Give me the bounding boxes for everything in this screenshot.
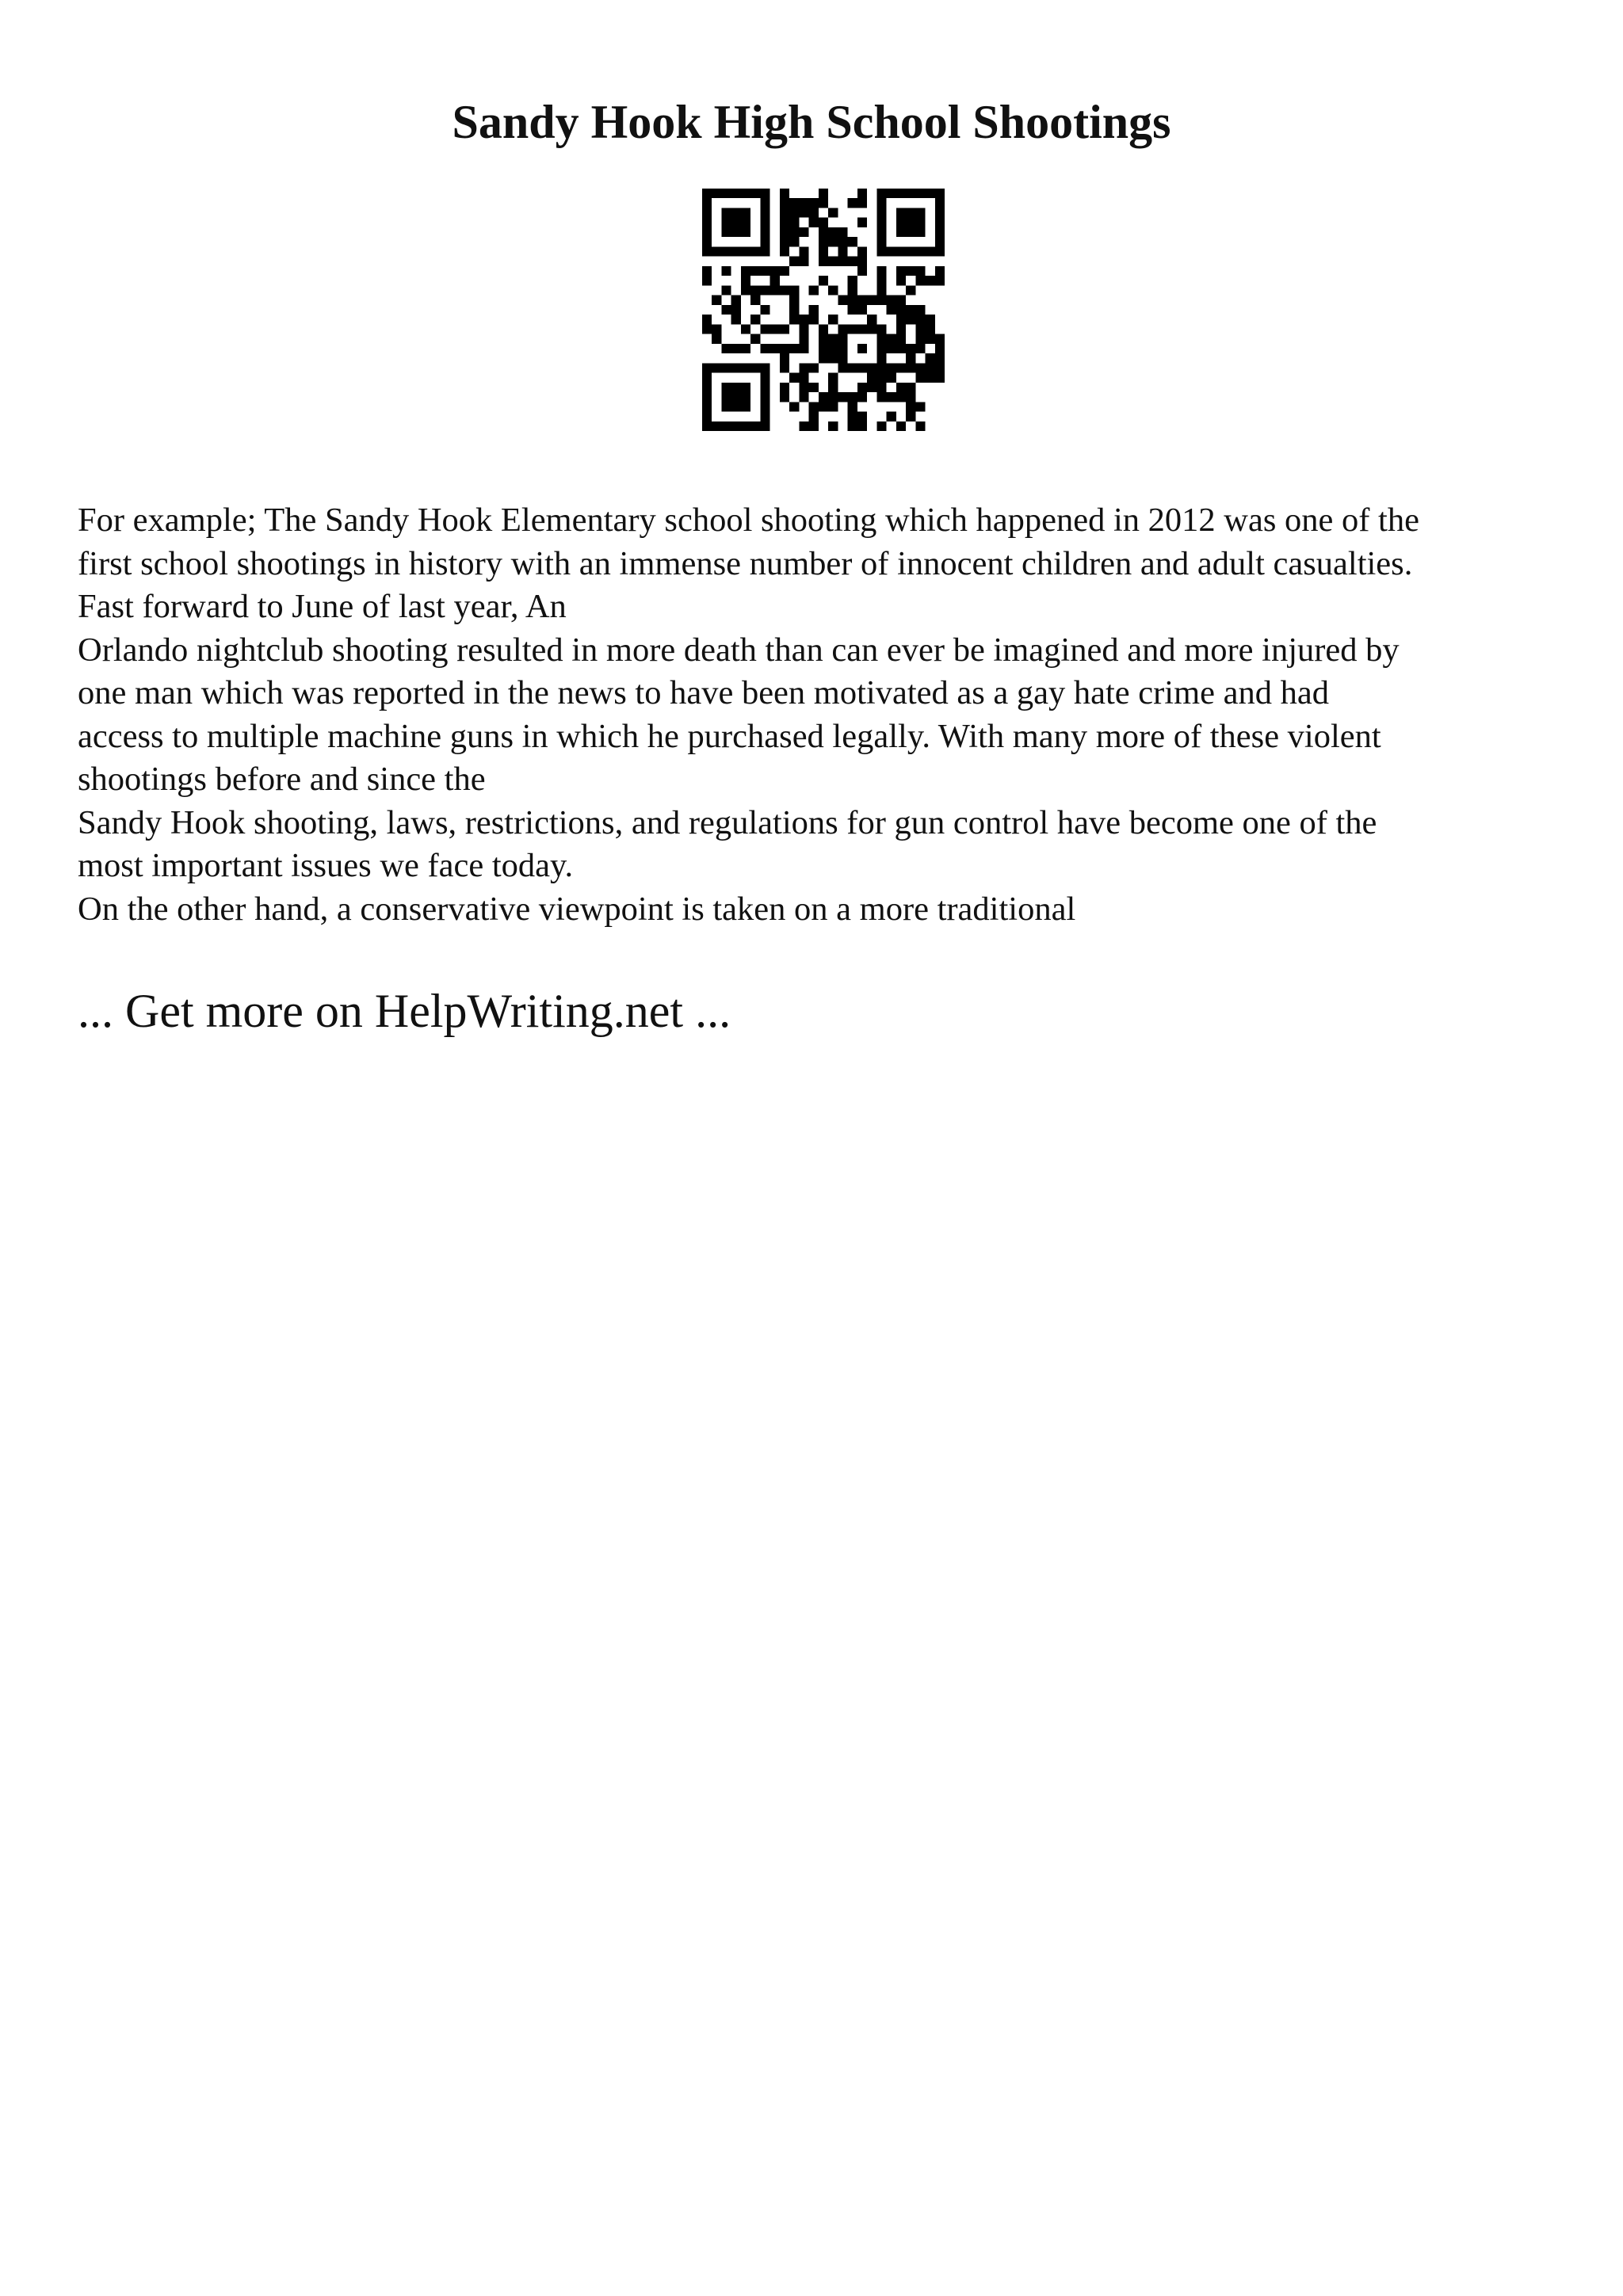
body-line: one man which was reported in the news to have been motivated as a gay hate crime and had: [78, 674, 1330, 711]
body-line: Fast forward to June of last year, An: [78, 588, 567, 625]
body-line: first school shootings in history with an immense number of innocent children and adult casualties.: [78, 544, 1413, 582]
body-line: shootings before and since the: [78, 761, 486, 798]
body-line: Orlando nightclub shooting resulted in more death than can ever be imagined and more injured by: [78, 631, 1400, 669]
body-line: Sandy Hook shooting, laws, restrictions, and regulations for gun control have become one of the: [78, 803, 1377, 841]
qr-code: [702, 189, 945, 431]
body-line: access to multiple machine guns in which he purchased legally. With many more of these violent: [78, 717, 1381, 755]
body-line: On the other hand, a conservative viewpoint is taken on a more traditional: [78, 890, 1076, 928]
body-line: most important issues we face today.: [78, 847, 574, 884]
get-more-link[interactable]: ... Get more on HelpWriting.net ...: [78, 985, 731, 1037]
document-title: Sandy Hook High School Shootings: [452, 96, 1171, 148]
body-text: [78, 499, 1568, 931]
qr-code-icon: [702, 189, 945, 431]
body-line: For example; The Sandy Hook Elementary school shooting which happened in 2012 was one of the: [78, 502, 1419, 539]
